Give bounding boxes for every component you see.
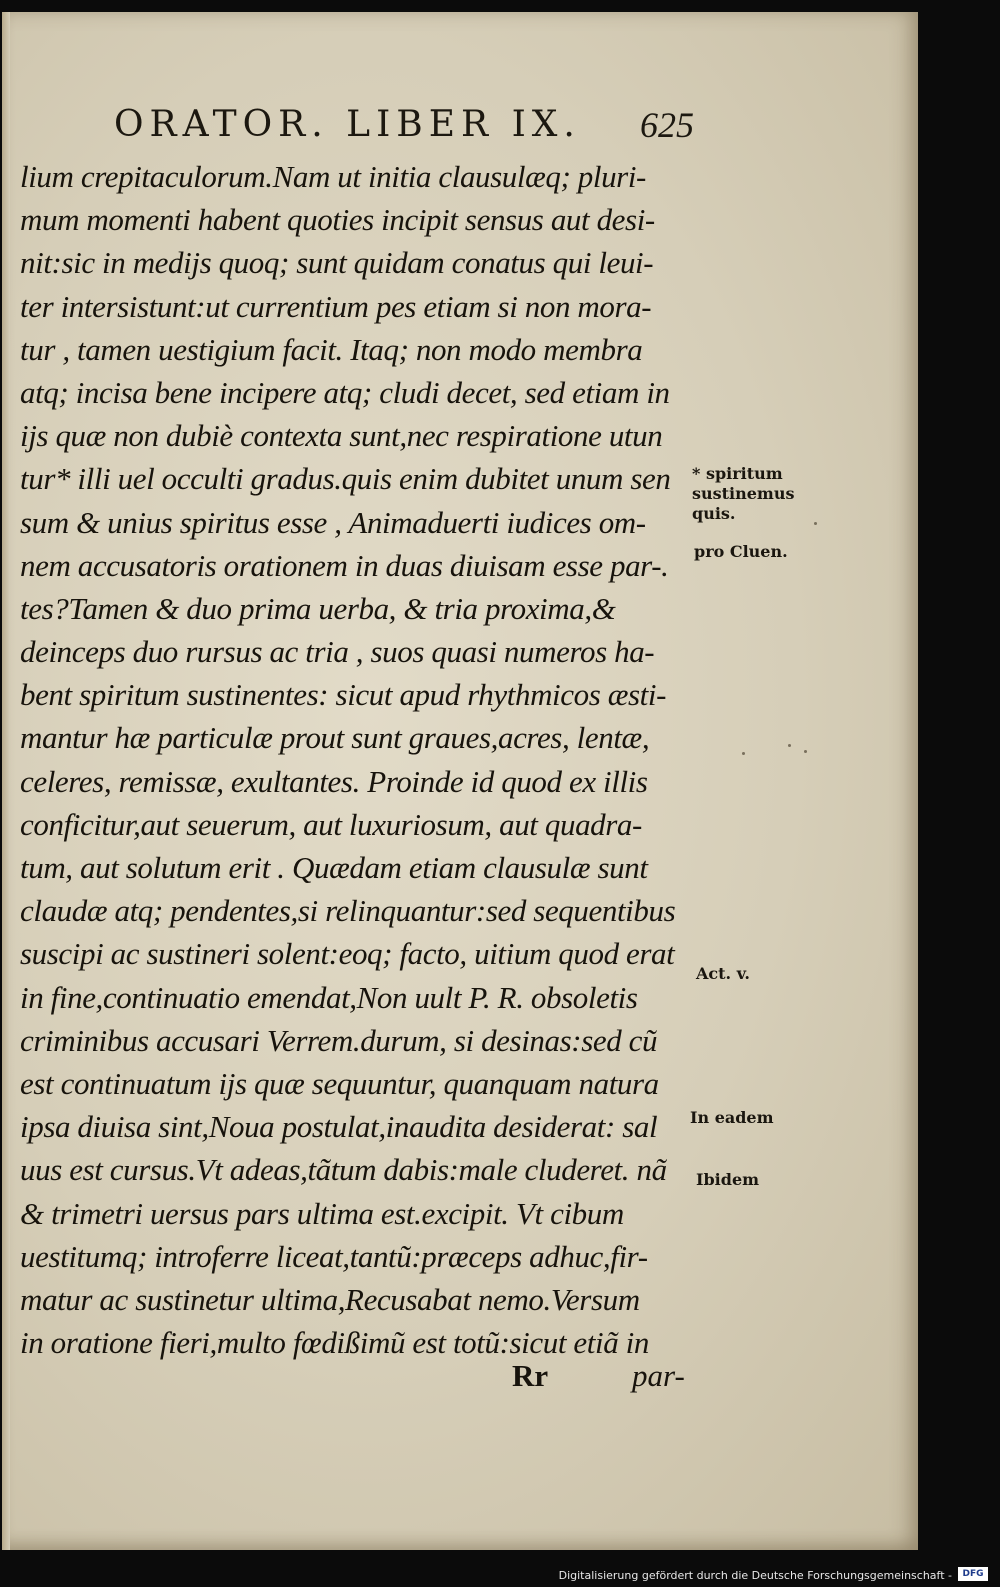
dfg-logo-icon: DFG bbox=[958, 1567, 988, 1581]
catchword: par- bbox=[632, 1358, 685, 1393]
page-header bbox=[114, 104, 694, 154]
paper-speck bbox=[804, 750, 807, 753]
margin-note-in-eadem: In eadem bbox=[690, 1108, 774, 1127]
page-number: 625 bbox=[640, 105, 694, 145]
signature-mark: Rr bbox=[512, 1358, 549, 1393]
text-line: matur ac sustinetur ultima,Recusabat nemo.Versum bbox=[20, 1281, 640, 1317]
paper-speck bbox=[814, 522, 817, 525]
margin-note-line: sustinemus bbox=[692, 484, 795, 503]
running-head: ORATOR. LIBER IX. bbox=[114, 104, 581, 145]
text-line: in oratione fieri,multo fœdißimũ est totũ:sicut etiã in bbox=[20, 1325, 649, 1361]
margin-note-line: * spiritum bbox=[692, 464, 783, 483]
text-line: bent spiritum sustinentes: sicut apud rhythmicos æsti- bbox=[20, 677, 667, 713]
text-line: ijs quæ non dubiè contexta sunt,nec respiratione utun bbox=[20, 418, 663, 454]
text-line: tes?Tamen & duo prima uerba, & tria proxima,& bbox=[20, 590, 616, 626]
text-line: suscipi ac sustineri solent:eoq; facto, uitium quod erat bbox=[20, 936, 675, 972]
text-line: tur , tamen uestigium facit. Itaq; non modo membra bbox=[20, 331, 643, 367]
text-line: celeres, remissæ, exultantes. Proinde id quod ex illis bbox=[20, 763, 648, 799]
margin-note-ibidem: Ibidem bbox=[696, 1170, 760, 1189]
text-line: est continuatum ijs quæ sequuntur, quanquam natura bbox=[20, 1065, 659, 1101]
text-line: mum momenti habent quoties incipit sensus aut desi- bbox=[20, 202, 655, 238]
text-line: claudæ atq; pendentes,si relinquantur:sed sequentibus bbox=[20, 893, 676, 929]
text-line: criminibus accusari Verrem.durum, si desinas:sed cũ bbox=[20, 1022, 658, 1058]
text-line: uestitumq; introferre liceat,tantũ:præceps adhuc,fir- bbox=[20, 1238, 648, 1274]
margin-note-line: quis. bbox=[692, 504, 736, 523]
digitization-credit: Digitalisierung gefördert durch die Deutsche Forschungsgemeinschaft - bbox=[558, 1569, 952, 1582]
text-line: mantur hæ particulæ prout sunt graues,acres, lentæ, bbox=[20, 720, 650, 756]
text-line: sum & unius spiritus esse , Animaduerti iudices om- bbox=[20, 504, 646, 540]
text-line: atq; incisa bene incipere atq; cludi decet, sed etiam in bbox=[20, 374, 670, 410]
text-line: lium crepitaculorum.Nam ut initia clausulæq; pluri- bbox=[20, 159, 646, 194]
text-line: nit:sic in medijs quoq; sunt quidam conatus qui leui- bbox=[20, 245, 654, 281]
text-line: tur* illi uel occulti gradus.quis enim dubitet unum sen bbox=[20, 461, 671, 497]
text-line: & trimetri uersus pars ultima est.excipit. Vt cibum bbox=[20, 1195, 624, 1231]
paper-speck bbox=[788, 744, 791, 747]
text-line: conficitur,aut seuerum, aut luxuriosum, aut quadra- bbox=[20, 806, 642, 842]
book-page bbox=[2, 12, 918, 1550]
margin-note-spiritum bbox=[692, 464, 795, 524]
text-line: ipsa diuisa sint,Noua postulat,inaudita desiderat: sal bbox=[20, 1109, 658, 1145]
body-text bbox=[20, 155, 700, 1364]
text-line: in fine,continuatio emendat,Non uult P. R. obsoletis bbox=[20, 979, 638, 1015]
text-line: deinceps duo rursus ac tria , suos quasi numeros ha- bbox=[20, 634, 655, 670]
text-line: uus est cursus.Vt adeas,tãtum dabis:male cluderet. nã bbox=[20, 1152, 667, 1188]
page-footer-catchwords bbox=[512, 1358, 712, 1398]
text-line: nem accusatoris orationem in duas diuisam esse par-. bbox=[20, 547, 669, 583]
page-gutter-edge bbox=[2, 12, 10, 1550]
margin-note-act: Act. v. bbox=[696, 964, 750, 983]
text-line: ter intersistunt:ut currentium pes etiam si non mora- bbox=[20, 288, 652, 324]
paper-speck bbox=[742, 752, 745, 755]
text-line: tum, aut solutum erit . Quædam etiam clausulæ sunt bbox=[20, 850, 648, 885]
margin-note-pro-cluen: pro Cluen. bbox=[694, 542, 788, 561]
